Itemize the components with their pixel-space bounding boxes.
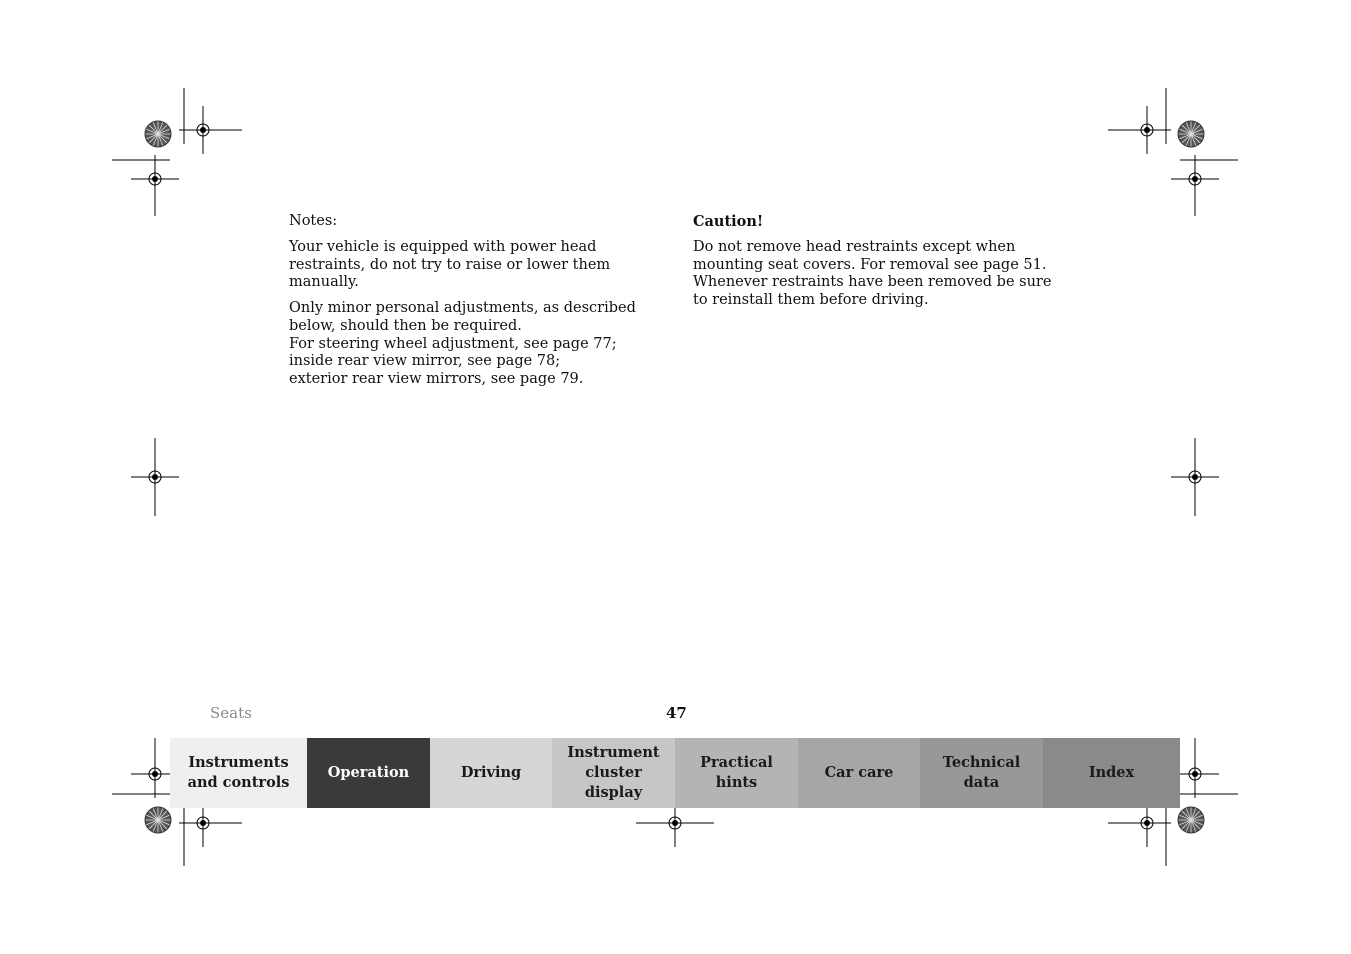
tab-label: Practical hints — [700, 754, 773, 791]
notes-paragraph-adjustments — [289, 300, 659, 388]
tab-technical-data[interactable] — [920, 738, 1043, 808]
tab-label: Index — [1088, 764, 1135, 781]
tab-index[interactable] — [1043, 738, 1180, 808]
tab-practical-hints[interactable] — [675, 738, 798, 808]
notes-heading: Notes: — [289, 213, 338, 229]
notes-paragraph-power-head-restraints: Your vehicle is equipped with power head restraints, do not try to raise or lower them manually. — [289, 239, 611, 291]
adjustments-intro: Only minor personal adjustments, as described below, should then be required. — [289, 300, 636, 334]
tab-label: Instrument cluster display — [567, 744, 660, 801]
tab-operation[interactable] — [307, 738, 430, 808]
tab-driving[interactable] — [430, 738, 552, 808]
tab-instruments-and-controls[interactable] — [170, 738, 307, 808]
chapter-tab-bar — [170, 738, 1180, 808]
tab-label: Technical data — [942, 754, 1021, 791]
section-label: Seats — [210, 704, 252, 722]
caution-heading: Caution! — [693, 213, 764, 230]
tab-instrument-cluster-display[interactable] — [552, 738, 675, 808]
caution-text: Do not remove head restraints except when mounting seat covers. For removal see page 51. Whenever restraints have been removed be sure to reinstall them before driving. — [693, 239, 1052, 308]
tab-label: Operation — [327, 764, 410, 781]
exterior-mirror-reference: exterior rear view mirrors, see page 79. — [289, 370, 584, 387]
tab-car-care[interactable] — [798, 738, 920, 808]
notes-column — [289, 213, 659, 397]
tab-label: Car care — [824, 764, 894, 781]
inside-mirror-reference: inside rear view mirror, see page 78; — [289, 353, 561, 370]
caution-column — [693, 213, 1063, 318]
tab-label: Instruments and controls — [187, 754, 290, 791]
tab-label: Driving — [460, 764, 522, 781]
steering-wheel-reference: For steering wheel adjustment, see page 77; — [289, 335, 617, 352]
page-number: 47 — [666, 704, 687, 722]
